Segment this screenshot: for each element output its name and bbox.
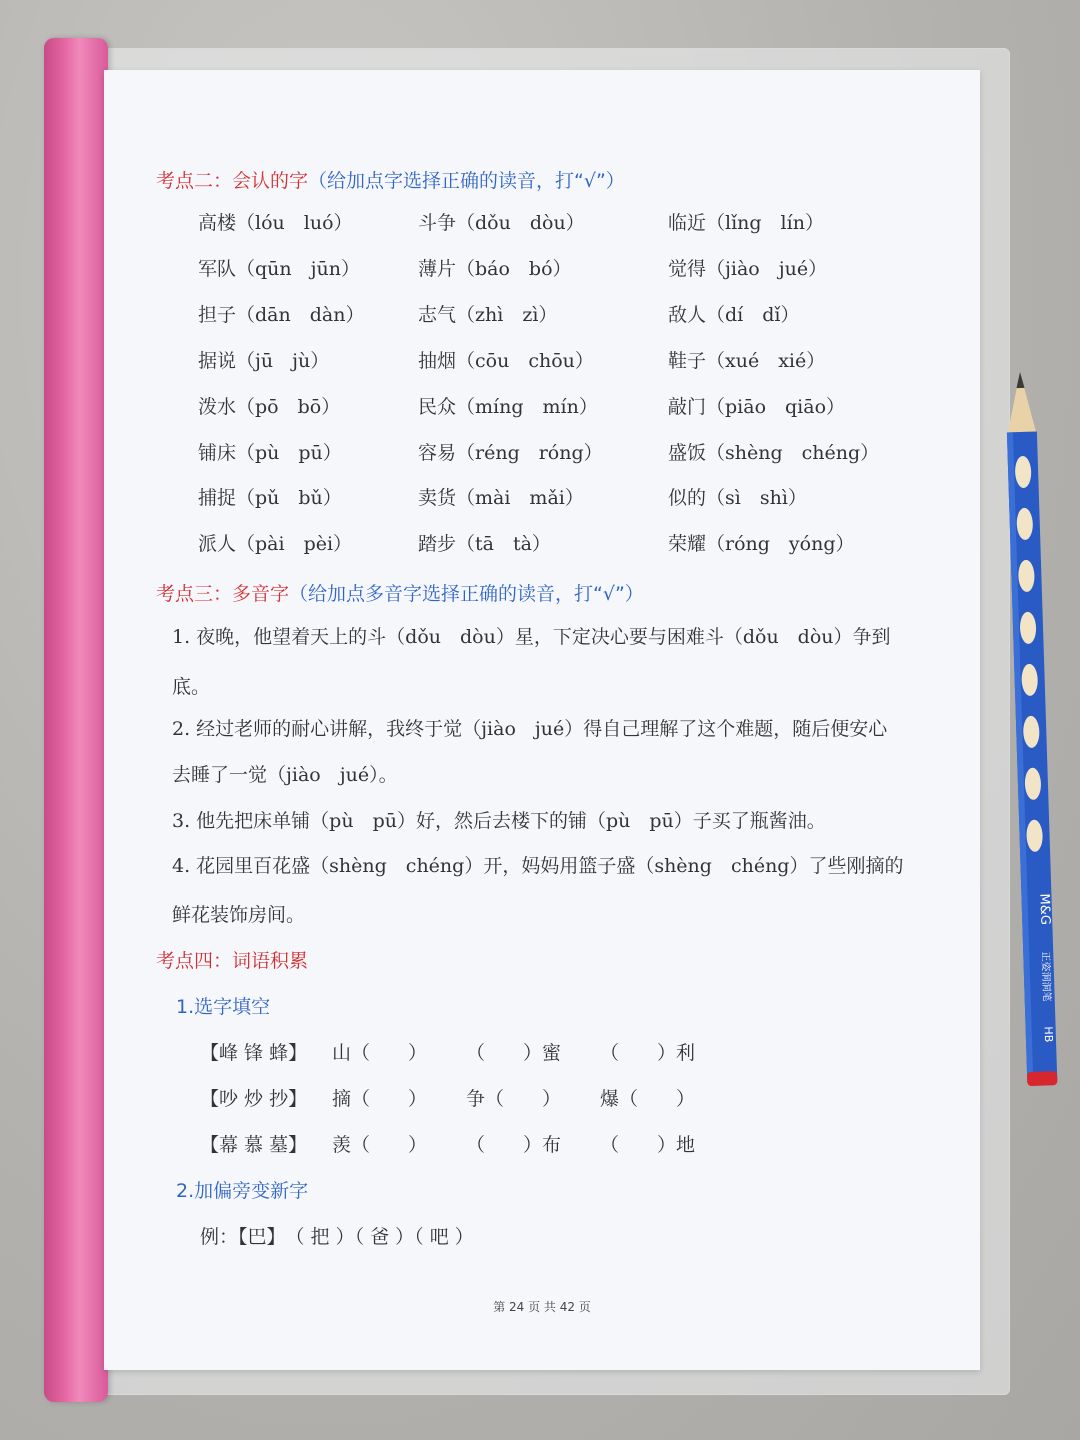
reading-item: 民众（míng mín） (418, 396, 598, 418)
blank-b: （ ）布 (466, 1134, 562, 1156)
reading-item: 敲门（piāo qiāo） (668, 396, 846, 418)
blank-c: 爆（ ） (600, 1088, 696, 1110)
reading-item: 志气（zhì zì） (418, 304, 558, 326)
reading-item: 高楼（lóu luó） (198, 212, 353, 234)
blank-a: 羡（ ） (332, 1134, 428, 1156)
reading-item: 军队（qūn jūn） (198, 258, 361, 280)
radical-example: 例：【巴】 （ 把 ）（ 爸 ）（ 吧 ） (200, 1226, 474, 1248)
pencil-end-cap (1027, 1071, 1057, 1086)
blank-b: 争（ ） (466, 1088, 562, 1110)
reading-item: 荣耀（róng yóng） (668, 533, 855, 555)
s3-line: 底。 (172, 676, 211, 698)
reading-item: 薄片（báo bó） (418, 258, 572, 280)
reading-item: 盛饭（shèng chéng） (668, 442, 880, 464)
reading-item: 鞋子（xué xié） (668, 350, 826, 372)
s3-line: 2. 经过老师的耐心讲解，我终于觉（jiào jué）得自己理解了这个难题，随后便安心 (172, 718, 888, 740)
s3-line: 3. 他先把床单铺（pù pū）好，然后去楼下的铺（pù pū）子买了瓶酱油。 (172, 810, 826, 832)
reading-item: 容易（réng róng） (418, 442, 603, 464)
reading-item: 踏步（tā tà） (418, 533, 551, 555)
char-group: 【幕 慕 墓】 (200, 1134, 308, 1156)
reading-item: 斗争（dǒu dòu） (418, 212, 585, 234)
reading-item: 泼水（pō bō） (198, 396, 341, 418)
section3-title: 考点三：多音字 (156, 583, 290, 605)
reading-item: 卖货（mài mǎi） (418, 487, 584, 509)
reading-item: 派人（pài pèi） (198, 533, 353, 555)
section2-instruction: （给加点字选择正确的读音，打“√”） (308, 170, 625, 192)
blank-c: （ ）利 (600, 1042, 696, 1064)
s3-line: 1. 夜晚，他望着天上的斗（dǒu dòu）星，下定决心要与困难斗（dǒu dòu）争到 (172, 626, 891, 648)
section2-title: 考点二：会认的字 (156, 170, 309, 192)
page-number: 第 24 页 共 42 页 (493, 1300, 591, 1314)
section4-title: 考点四：词语积累 (156, 950, 309, 972)
pencil-grade: HB (1041, 1026, 1056, 1043)
blank-a: 山（ ） (332, 1042, 428, 1064)
char-group: 【峰 锋 蜂】 (200, 1042, 308, 1064)
s3-line: 鲜花装饰房间。 (172, 904, 306, 926)
pencil-brand: M&G (1036, 893, 1053, 926)
blank-b: （ ）蜜 (466, 1042, 562, 1064)
s3-line: 4. 花园里百花盛（shèng chéng）开，妈妈用篮子盛（shèng chéng）了些刚摘的 (172, 855, 904, 877)
subheading-radicals: 2.加偏旁变新字 (176, 1180, 309, 1202)
reading-item: 铺床（pù pū） (198, 442, 342, 464)
s3-line: 去睡了一觉（jiào jué）。 (172, 764, 398, 786)
subheading-fill-in: 1.选字填空 (176, 996, 271, 1018)
reading-item: 据说（jū jù） (198, 350, 330, 372)
blank-a: 摘（ ） (332, 1088, 428, 1110)
pencil-label: 正姿洞洞笔 (1039, 951, 1052, 1002)
char-group: 【吵 炒 抄】 (200, 1088, 308, 1110)
reading-item: 似的（sì shì） (668, 487, 807, 509)
section3-instruction: （给加点多音字选择正确的读音，打“√”） (289, 583, 644, 605)
reading-item: 捕捉（pǔ bǔ） (198, 487, 342, 509)
blank-c: （ ）地 (600, 1134, 696, 1156)
pencil-lead (1016, 372, 1024, 388)
reading-item: 敌人（dí dǐ） (668, 304, 800, 326)
reading-item: 抽烟（cōu chōu） (418, 350, 594, 372)
reading-item: 觉得（jiào jué） (668, 258, 828, 280)
reading-item: 临近（lǐng lín） (668, 212, 824, 234)
reading-item: 担子（dān dàn） (198, 304, 365, 326)
